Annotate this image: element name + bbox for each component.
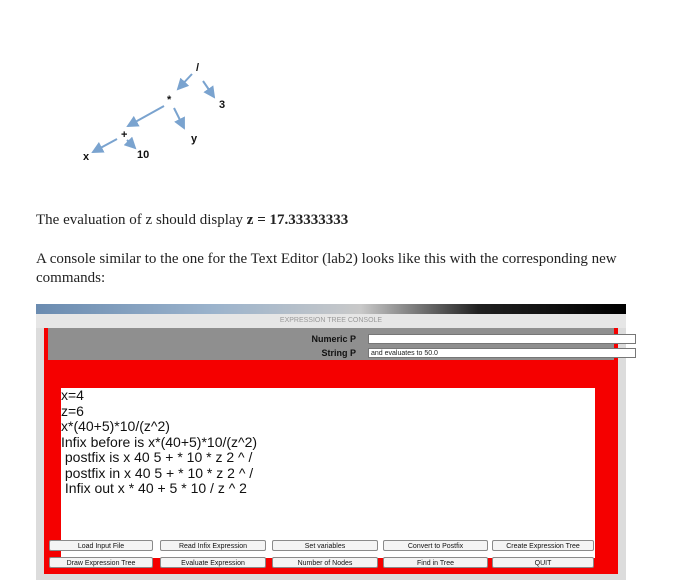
tree-edge [93,139,117,152]
output-line: Infix before is x*(40+5)*10/(z^2) [61,433,258,450]
quit-button[interactable]: QUIT [492,557,594,568]
string-p-input[interactable]: and evaluates to 50.0 [368,348,636,358]
output-line: postfix is x 40 5 + * 10 * z 2 ^ / [61,449,253,465]
output-line: z=6 [61,402,84,419]
window-title: EXPRESSION TREE CONSOLE [36,314,626,328]
tree-node: 3 [219,99,226,111]
tree-edge [128,106,164,126]
output-line: x*(40+5)*10/(z^2) [61,418,170,434]
draw-expression-tree-button[interactable]: Draw Expression Tree [49,557,153,568]
output-line: postfix in x 40 5 + * 10 * z 2 ^ / [61,464,254,481]
tree-edge [203,81,214,97]
read-infix-expression-button[interactable]: Read Infix Expression [160,540,266,551]
number-of-nodes-button[interactable]: Number of Nodes [272,557,378,568]
tree-node: + [121,129,128,141]
expression-tree-diagram [0,0,681,200]
tree-edge [174,108,184,128]
evaluate-expression-button[interactable]: Evaluate Expression [160,557,266,568]
evaluation-paragraph: The evaluation of z should display z = 17.33333333 [36,212,349,228]
numeric-p-input[interactable] [368,334,636,344]
tree-node: x [83,151,90,163]
string-p-label: String P [321,348,356,358]
output-line: x=4 [61,387,84,403]
tree-node: y [191,133,198,145]
numeric-p-label: Numeric P [311,334,356,344]
set-variables-button[interactable]: Set variables [272,540,378,551]
expression-tree-console-window [36,304,626,580]
tree-edge [127,140,135,148]
evaluation-result: z = 17.33333333 [246,212,349,228]
console-output-area[interactable] [61,388,595,558]
console-description-paragraph: A console similar to the one for the Text Editor (lab2) looks like this with the corresponding new commands: [36,251,617,286]
console-frame [44,328,618,574]
tree-node: / [196,62,200,74]
output-line: Infix out x * 40 + 5 * 10 / z ^ 2 [61,480,247,496]
load-input-file-button[interactable]: Load Input File [49,540,153,551]
tree-edge [178,74,192,89]
tree-node: 10 [137,149,150,161]
create-expression-tree-button[interactable]: Create Expression Tree [492,540,594,551]
tree-node: * [167,94,172,106]
find-in-tree-button[interactable]: Find in Tree [383,557,488,568]
convert-to-postfix-button[interactable]: Convert to Postfix [383,540,488,551]
window-top-strip [36,304,626,314]
